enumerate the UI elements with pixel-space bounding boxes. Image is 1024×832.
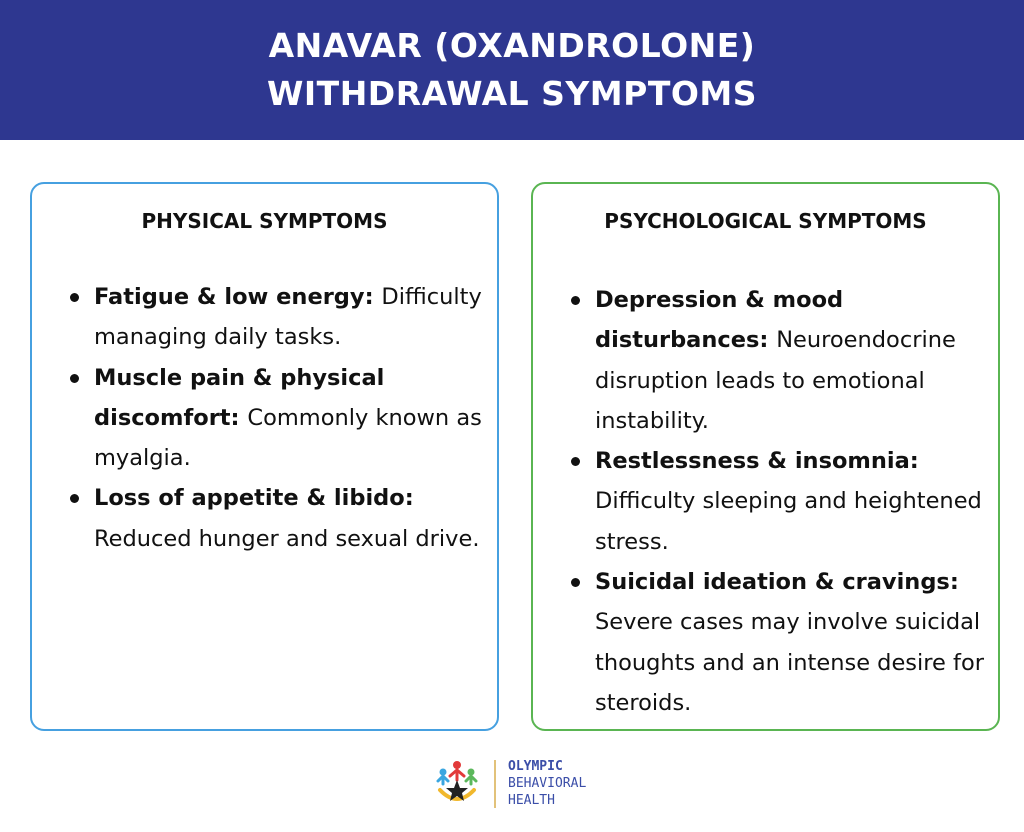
brand-line-2: BEHAVIORAL (508, 776, 587, 791)
title-line-2: WITHDRAWAL SYMPTOMS (267, 74, 757, 113)
symptom-description: Severe cases may involve suicidal thoughts and an intense desire for steroids. (595, 609, 984, 716)
symptom-term: Fatigue & low energy: (94, 284, 382, 310)
physical-symptoms-title: PHYSICAL SYMPTOMS (141, 209, 388, 233)
symptom-term: Depression & mood disturbances: (595, 287, 844, 354)
list-item (571, 280, 986, 441)
brand-line-3: HEALTH (508, 793, 555, 808)
bullet-dot (571, 457, 580, 466)
psychological-symptoms-title: PSYCHOLOGICAL SYMPTOMS (604, 209, 927, 233)
psychological-symptoms-list (571, 280, 986, 723)
bullet-dot (70, 374, 79, 383)
symptom-term: Loss of appetite & libido: (94, 485, 414, 512)
brand-name (508, 758, 586, 809)
symptom-description: Difficulty managing daily tasks. (94, 284, 482, 351)
bullet-dot (571, 578, 580, 587)
physical-symptoms-list (70, 277, 485, 559)
symptom-description: Reduced hunger and sexual drive. (94, 525, 480, 552)
list-item (70, 478, 485, 559)
bullet-dot (70, 494, 79, 503)
bullet-dot (70, 293, 79, 302)
physical-symptoms-card (30, 182, 499, 731)
list-item (571, 441, 986, 562)
list-item (70, 277, 485, 358)
title-banner (0, 0, 1024, 140)
symptom-term: Muscle pain & physical discomfort: (94, 364, 385, 431)
brand-logo (432, 756, 602, 814)
list-item (70, 358, 485, 479)
brand-line-1: OLYMPIC (508, 759, 563, 774)
psychological-symptoms-card (531, 182, 1000, 731)
symptom-description: Neuroendocrine disruption leads to emotional instability. (595, 327, 956, 434)
symptom-term: Suicidal ideation & cravings: (595, 569, 959, 596)
title-line-1: ANAVAR (OXANDROLONE) (268, 26, 756, 65)
bullet-dot (571, 296, 580, 305)
list-item (571, 562, 986, 723)
people-circle-icon (432, 756, 482, 806)
symptom-term: Restlessness & insomnia: (595, 448, 919, 475)
symptom-description: Difficulty sleeping and heightened stress. (595, 488, 982, 555)
symptom-description: Commonly known as myalgia. (94, 404, 482, 472)
logo-divider (494, 760, 496, 808)
